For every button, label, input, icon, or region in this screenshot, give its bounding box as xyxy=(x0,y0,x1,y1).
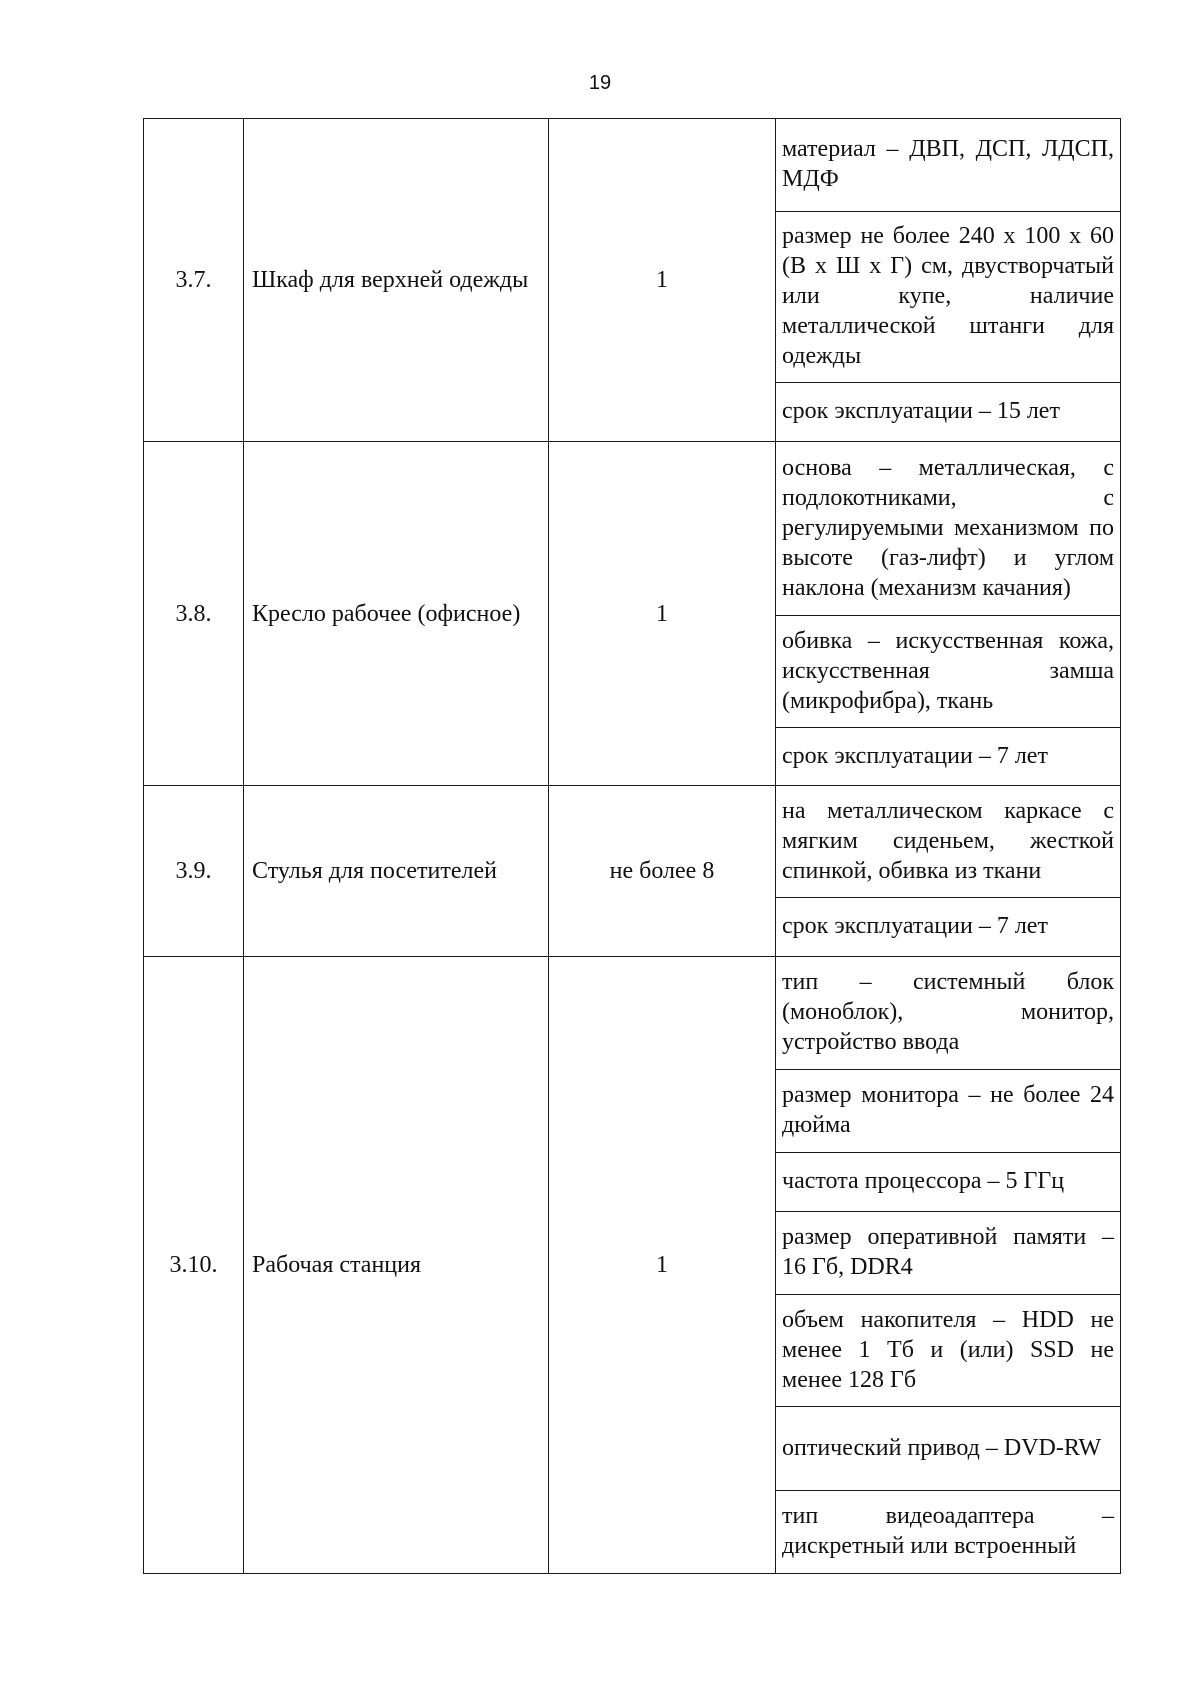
item-quantity: не более 8 xyxy=(549,786,776,957)
spec-cell xyxy=(776,1212,1121,1295)
item-name: Стулья для посетителей xyxy=(244,786,549,957)
item-name: Шкаф для верхней одежды xyxy=(244,119,549,442)
spec-cell xyxy=(776,212,1121,383)
spec-cell xyxy=(776,1153,1121,1212)
spec-text: срок эксплуатации – 7 лет xyxy=(782,913,1048,939)
spec-cell xyxy=(776,119,1121,212)
item-name: Кресло рабочее (офисное) xyxy=(244,442,549,786)
spec-cell xyxy=(776,383,1121,442)
spec-cell xyxy=(776,786,1121,898)
spec-text: обивка – искусственная кожа, искусственная замша (микрофибра), ткань xyxy=(782,627,1114,714)
spec-cell xyxy=(776,728,1121,786)
spec-text: оптический привод – DVD-RW xyxy=(782,1434,1102,1461)
spec-text: основа – металлическая, с подлокотниками, с регулируемыми механизмом по высоте (газ-лифт) и углом наклона (механизм качания) xyxy=(782,454,1114,601)
spec-cell xyxy=(776,1407,1121,1491)
spec-text: размер не более 240 х 100 х 60 (В х Ш х Г) см, двустворчатый или купе, наличие металлической штанги для одежды xyxy=(782,223,1114,369)
spec-text: срок эксплуатации – 15 лет xyxy=(782,398,1060,424)
item-quantity: 1 xyxy=(549,442,776,786)
item-quantity: 1 xyxy=(549,119,776,442)
spec-cell xyxy=(776,957,1121,1070)
spec-text: материал – ДВП, ДСП, ЛДСП, МДФ xyxy=(782,136,1114,192)
table-row xyxy=(144,957,1121,1070)
item-number: 3.8. xyxy=(144,442,244,786)
spec-cell xyxy=(776,616,1121,728)
spec-text: на металлическом каркасе с мягким сиденьем, жесткой спинкой, обивка из ткани xyxy=(782,797,1114,884)
spec-cell xyxy=(776,442,1121,616)
item-number: 3.10. xyxy=(144,957,244,1574)
spec-cell xyxy=(776,1295,1121,1407)
spec-text: срок эксплуатации – 7 лет xyxy=(782,742,1048,769)
spec-cell xyxy=(776,898,1121,957)
table-row xyxy=(144,119,1121,212)
spec-text: объем накопителя – HDD не менее 1 Тб и (или) SSD не менее 128 Гб xyxy=(782,1306,1114,1393)
equipment-table xyxy=(143,118,1121,1574)
item-name: Рабочая станция xyxy=(244,957,549,1574)
item-number: 3.7. xyxy=(144,119,244,442)
spec-text: размер оперативной памяти – 16 Гб, DDR4 xyxy=(782,1224,1114,1280)
spec-text: частота процессора – 5 ГГц xyxy=(782,1168,1065,1194)
spec-text: размер монитора – не более 24 дюйма xyxy=(782,1082,1114,1138)
page-number: 19 xyxy=(588,72,612,94)
table-row xyxy=(144,442,1121,616)
spec-cell xyxy=(776,1070,1121,1153)
spec-text: тип – системный блок (моноблок), монитор, устройство ввода xyxy=(782,969,1114,1055)
item-quantity: 1 xyxy=(549,957,776,1574)
item-number: 3.9. xyxy=(144,786,244,957)
spec-cell xyxy=(776,1491,1121,1574)
spec-text: тип видеоадаптера – дискретный или встроенный xyxy=(782,1503,1114,1559)
table-row xyxy=(144,786,1121,898)
